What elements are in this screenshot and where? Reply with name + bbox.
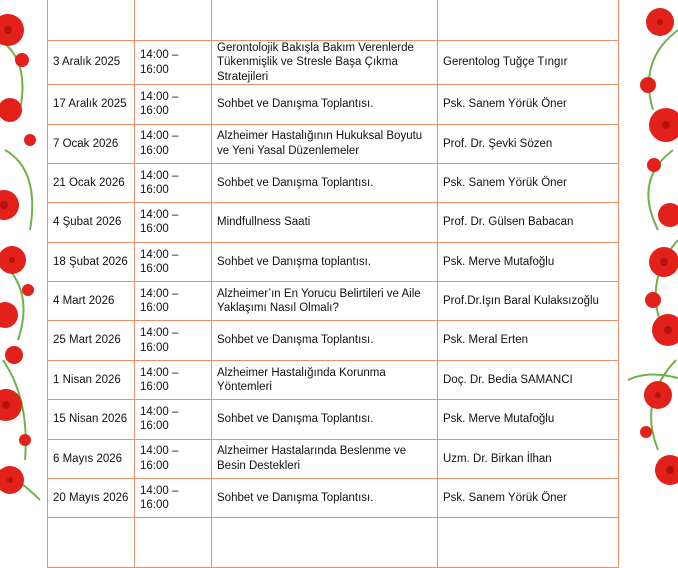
event-speaker: Psk. Meral Erten — [438, 321, 619, 360]
table-row — [48, 242, 619, 281]
event-topic: Mindfullness Saati — [212, 203, 438, 242]
table-row-partial-top — [48, 0, 619, 41]
poppy-decoration-left — [0, 0, 50, 500]
event-speaker: Prof.Dr.Işın Baral Kulaksızoğlu — [438, 282, 619, 321]
event-speaker: Prof. Dr. Gülsen Babacan — [438, 203, 619, 242]
event-date: 18 Şubat 2026 — [48, 242, 135, 281]
event-speaker: Psk. Sanem Yörük Öner — [438, 85, 619, 124]
event-date: 21 Ocak 2026 — [48, 163, 135, 202]
event-date: 15 Nisan 2026 — [48, 400, 135, 439]
event-time: 14:00 – 16:00 — [135, 41, 212, 85]
event-time: 14:00 – 16:00 — [135, 282, 212, 321]
event-speaker: Prof. Dr. Şevki Sözen — [438, 124, 619, 163]
poppy-decoration-right — [618, 0, 678, 500]
event-topic: Sohbet ve Danışma Toplantısı. — [212, 163, 438, 202]
event-speaker: Doç. Dr. Bedia SAMANCI — [438, 360, 619, 399]
table-row — [48, 124, 619, 163]
event-topic: Alzheimer Hastalığında Korunma Yöntemleri — [212, 360, 438, 399]
event-time: 14:00 – 16:00 — [135, 321, 212, 360]
table-row — [48, 85, 619, 124]
event-speaker: Psk. Sanem Yörük Öner — [438, 163, 619, 202]
event-topic: Sohbet ve Danışma Toplantısı. — [212, 321, 438, 360]
event-date: 20 Mayıs 2026 — [48, 479, 135, 518]
event-topic: Sohbet ve Danışma Toplantısı. — [212, 400, 438, 439]
event-speaker: Uzm. Dr. Birkan İlhan — [438, 439, 619, 478]
table-row — [48, 203, 619, 242]
event-speaker: Psk. Sanem Yörük Öner — [438, 479, 619, 518]
event-date: 6 Mayıs 2026 — [48, 439, 135, 478]
event-date: 17 Aralık 2025 — [48, 85, 135, 124]
event-speaker: Gerentolog Tuğçe Tıngır — [438, 41, 619, 85]
event-topic: Sohbet ve Danışma toplantısı. — [212, 242, 438, 281]
event-date: 7 Ocak 2026 — [48, 124, 135, 163]
event-date: 1 Nisan 2026 — [48, 360, 135, 399]
event-time: 14:00 – 16:00 — [135, 85, 212, 124]
table-row — [48, 439, 619, 478]
table-row — [48, 400, 619, 439]
left-poppy-border — [0, 0, 50, 500]
event-speaker: Psk. Merve Mutafoğlu — [438, 242, 619, 281]
event-topic: Sohbet ve Danışma Toplantısı. — [212, 479, 438, 518]
event-time: 14:00 – 16:00 — [135, 124, 212, 163]
table-row — [48, 163, 619, 202]
event-time: 14:00 – 16:00 — [135, 479, 212, 518]
event-topic: Alzheimer’ın En Yorucu Belirtileri ve Aile Yaklaşımı Nasıl Olmalı? — [212, 282, 438, 321]
event-topic: Gerontolojik Bakışla Bakım Verenlerde Tükenmişlik ve Stresle Başa Çıkma Stratejileri — [212, 41, 438, 85]
event-topic: Alzheimer Hastalarında Beslenme ve Besin Destekleri — [212, 439, 438, 478]
event-time: 14:00 – 16:00 — [135, 242, 212, 281]
event-date: 4 Mart 2026 — [48, 282, 135, 321]
event-speaker: Psk. Merve Mutafoğlu — [438, 400, 619, 439]
event-topic: Sohbet ve Danışma Toplantısı. — [212, 85, 438, 124]
event-time: 14:00 – 16:00 — [135, 360, 212, 399]
event-time: 14:00 – 16:00 — [135, 203, 212, 242]
right-poppy-border — [618, 0, 678, 500]
schedule-rows — [48, 0, 619, 568]
table-row — [48, 41, 619, 85]
event-time: 14:00 – 16:00 — [135, 400, 212, 439]
schedule-table — [47, 0, 619, 568]
table-row — [48, 479, 619, 518]
event-time: 14:00 – 16:00 — [135, 163, 212, 202]
table-row-partial-bottom — [48, 518, 619, 568]
event-date: 25 Mart 2026 — [48, 321, 135, 360]
event-time: 14:00 – 16:00 — [135, 439, 212, 478]
event-topic: Alzheimer Hastalığının Hukuksal Boyutu ve Yeni Yasal Düzenlemeler — [212, 124, 438, 163]
event-date: 3 Aralık 2025 — [48, 41, 135, 85]
table-row — [48, 360, 619, 399]
table-row — [48, 282, 619, 321]
table-row — [48, 321, 619, 360]
schedule-table-container — [47, 0, 618, 512]
event-date: 4 Şubat 2026 — [48, 203, 135, 242]
